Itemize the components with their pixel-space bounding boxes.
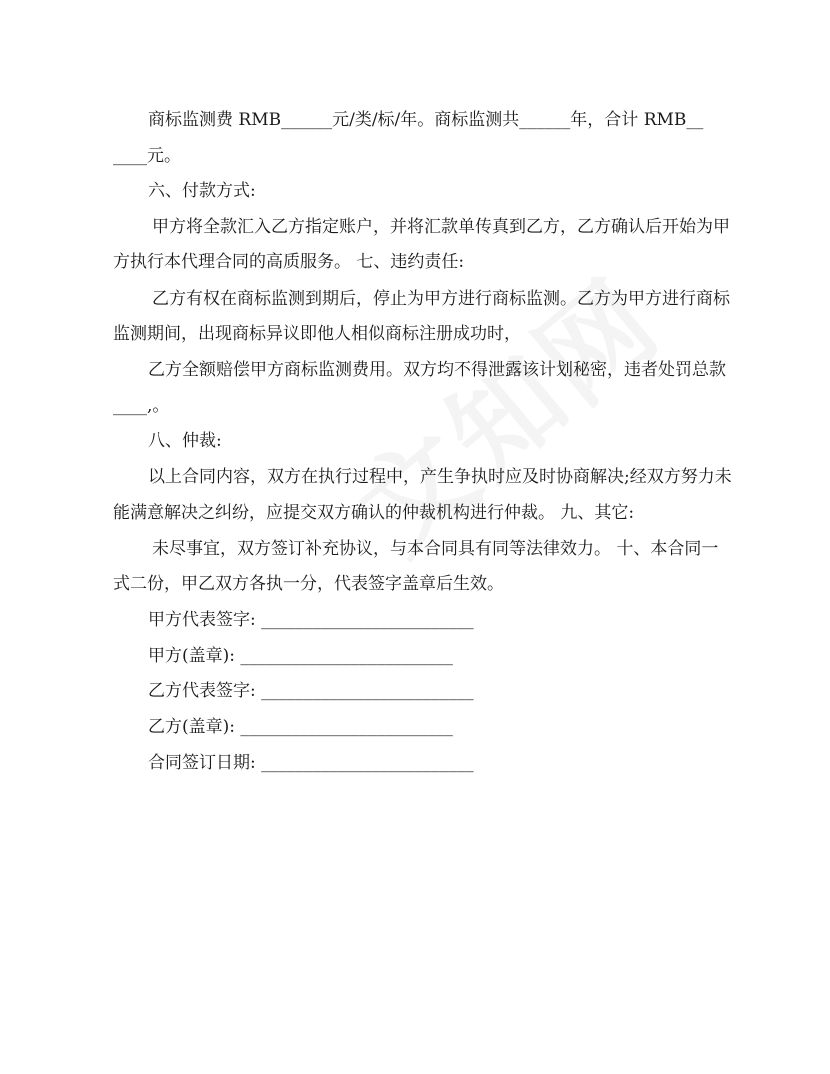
payment-paragraph-line-2: 方执行本代理合同的高质服务。 七、违约责任:: [113, 252, 465, 272]
arbitration-paragraph-line-1: 以上合同内容，双方在执行过程中，产生争执时应及时协商解决;经双方努力未: [148, 467, 732, 487]
fee-paragraph-line-2: ____元。: [113, 146, 181, 166]
party-b-seal-field: 乙方(盖章): _________________________: [148, 717, 453, 737]
party-b-rep-signature-field: 乙方代表签字: _________________________: [148, 681, 474, 701]
section-heading-payment: 六、付款方式:: [148, 181, 256, 201]
liability-paragraph-line-1: 乙方有权在商标监测到期后，停止为甲方进行商标监测。乙方为甲方进行商标: [152, 289, 730, 309]
fee-paragraph-line-1: 商标监测费 RMB______元/类/标/年。商标监测共______年，合计 RMB__: [148, 110, 704, 130]
section-heading-arbitration: 八、仲裁:: [148, 431, 222, 451]
compensation-paragraph-line-2: ____,。: [113, 396, 170, 416]
arbitration-paragraph-line-2: 能满意解决之纠纷，应提交双方确认的仲裁机构进行仲裁。 九、其它:: [113, 503, 635, 523]
other-paragraph-line-1: 未尽事宜，双方签订补充协议，与本合同具有同等法律效力。 十、本合同一: [152, 539, 719, 559]
payment-paragraph-line-1: 甲方将全款汇入乙方指定账户，并将汇款单传真到乙方，乙方确认后开始为甲: [152, 217, 730, 237]
party-a-seal-field: 甲方(盖章): _________________________: [148, 646, 453, 666]
other-paragraph-line-2: 式二份，甲乙双方各执一分，代表签字盖章后生效。: [113, 574, 504, 594]
compensation-paragraph-line-1: 乙方全额赔偿甲方商标监测费用。双方均不得泄露该计划秘密，违者处罚总款: [148, 360, 726, 380]
party-a-rep-signature-field: 甲方代表签字: _________________________: [148, 610, 474, 630]
liability-paragraph-line-2: 监测期间，出现商标异议即他人相似商标注册成功时，: [113, 324, 521, 344]
contract-date-field: 合同签订日期: _________________________: [148, 753, 474, 773]
